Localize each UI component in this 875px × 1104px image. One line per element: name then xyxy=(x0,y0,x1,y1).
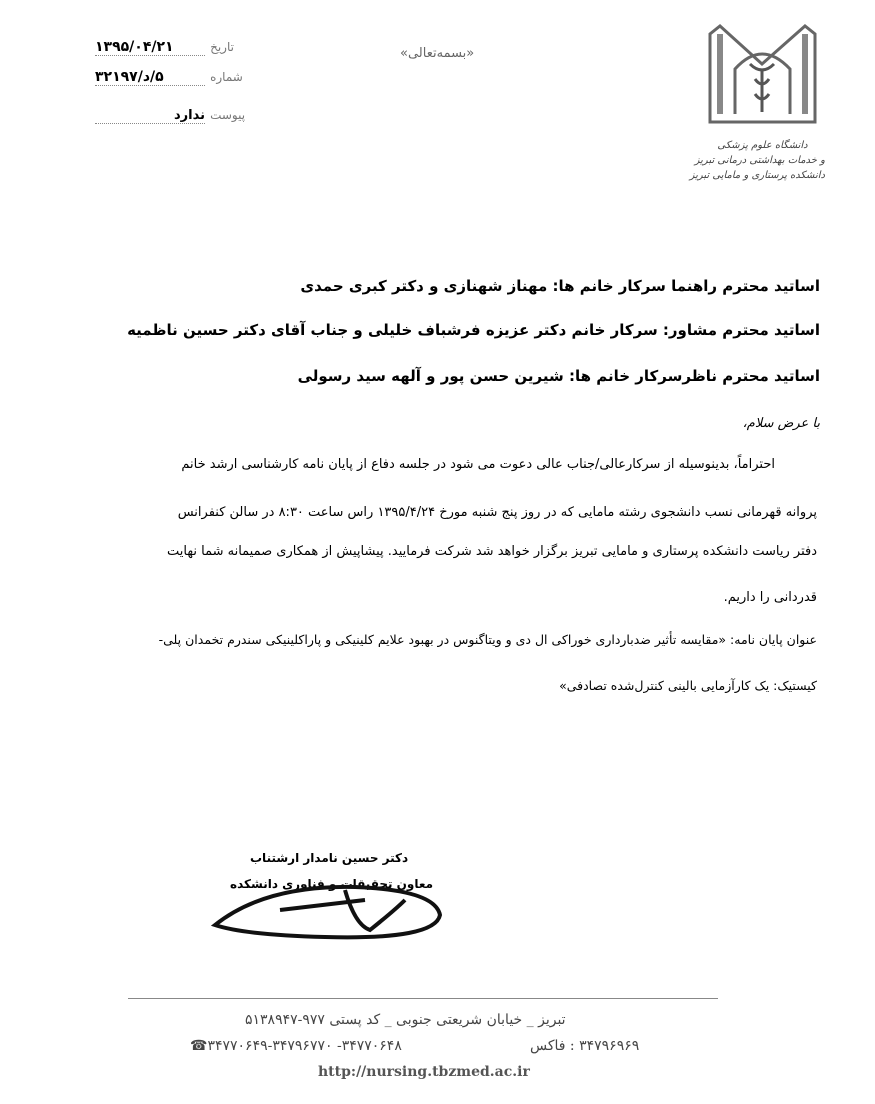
footer-address: تبریز _ خیابان شریعتی جنوبی _ کد پستی ۹۷۷-۵۱۳۸۹۴۷ xyxy=(245,1012,566,1028)
body-line: احتراماً، بدینوسیله از سرکارعالی/جناب عالی دعوت می شود در جلسه دفاع از پایان نامه کارشناسی ارشد خانم xyxy=(181,457,775,472)
number-value: ۵/د/۳۲۱۹۷ xyxy=(95,69,205,86)
body-line: دفتر ریاست دانشکده پرستاری و مامایی تبریز برگزار خواهد شد شرکت فرمایید. پیشاپیش از همکاری صمیمانه شما نهایت xyxy=(167,544,817,559)
basmala: «بسمه‌تعالی» xyxy=(400,46,475,61)
logo-line: و خدمات بهداشتی درمانی تبریز xyxy=(694,155,825,166)
date-field xyxy=(95,36,234,56)
telephone-icon: ☎ xyxy=(190,1038,208,1054)
body-line: قدردانی را داریم. xyxy=(723,590,817,605)
footer-fax: ۳۴۷۹۶۹۶۹ : فاکس xyxy=(530,1038,640,1054)
thesis-title-line: کیستیک: یک کارآزمایی بالینی کنترل‌شده تصادفی» xyxy=(559,678,817,693)
signatory-title: معاون تحقیقات و فناوری دانشکده xyxy=(230,877,434,891)
recipient-consultants: اساتید محترم مشاور: سرکار خانم دکتر عزیزه فرشباف خلیلی و جناب آقای دکتر حسین ناظمیه xyxy=(127,321,820,339)
phone-numbers: ۳۴۷۷۰۶۴۸- ۳۴۷۷۰۶۴۹-۳۴۷۹۶۷۷۰ xyxy=(207,1038,402,1054)
logo-emblem-icon xyxy=(700,14,825,134)
footer-divider xyxy=(128,998,718,999)
footer-phones xyxy=(190,1038,402,1054)
recipient-advisors: اساتید محترم راهنما سرکار خانم ها: مهناز شهنازی و دکتر کبری حمدی xyxy=(300,277,820,295)
footer-url[interactable]: http://nursing.tbzmed.ac.ir xyxy=(318,1064,530,1080)
thesis-title-line: عنوان پایان نامه: «مقایسه تأثیر ضدبارداری خوراکی ال دی و ویتاگنوس در بهبود علایم کلینیکی و پاراکلینیکی سندرم تخمدان پلی- xyxy=(158,632,817,647)
attachment-field xyxy=(95,104,245,124)
greeting: با عرض سلام، xyxy=(742,416,820,431)
university-logo xyxy=(689,14,825,194)
logo-line: دانشکده پرستاری و مامایی تبریز xyxy=(689,170,825,181)
attachment-label: پیوست xyxy=(210,108,246,122)
date-value: ۱۳۹۵/۰۴/۲۱ xyxy=(95,39,205,56)
recipient-observers: اساتید محترم ناظرسرکار خانم ها: شیرین حسن پور و آلهه سید رسولی xyxy=(297,367,820,385)
handwritten-signature xyxy=(205,875,445,945)
number-field xyxy=(95,66,243,86)
number-label: شماره xyxy=(210,70,243,84)
signatory-name: دکتر حسین نامدار ارشتناب xyxy=(250,851,409,865)
date-label: تاریخ xyxy=(210,40,234,54)
attachment-value: ندارد xyxy=(95,108,205,124)
logo-line: دانشگاه علوم پزشکی xyxy=(717,140,808,151)
body-line: پروانه قهرمانی نسب دانشجوی رشته مامایی که در روز پنج شنبه مورخ ۱۳۹۵/۴/۲۴ راس ساعت ۸:۳۰ در سالن کنفرانس xyxy=(177,505,817,520)
